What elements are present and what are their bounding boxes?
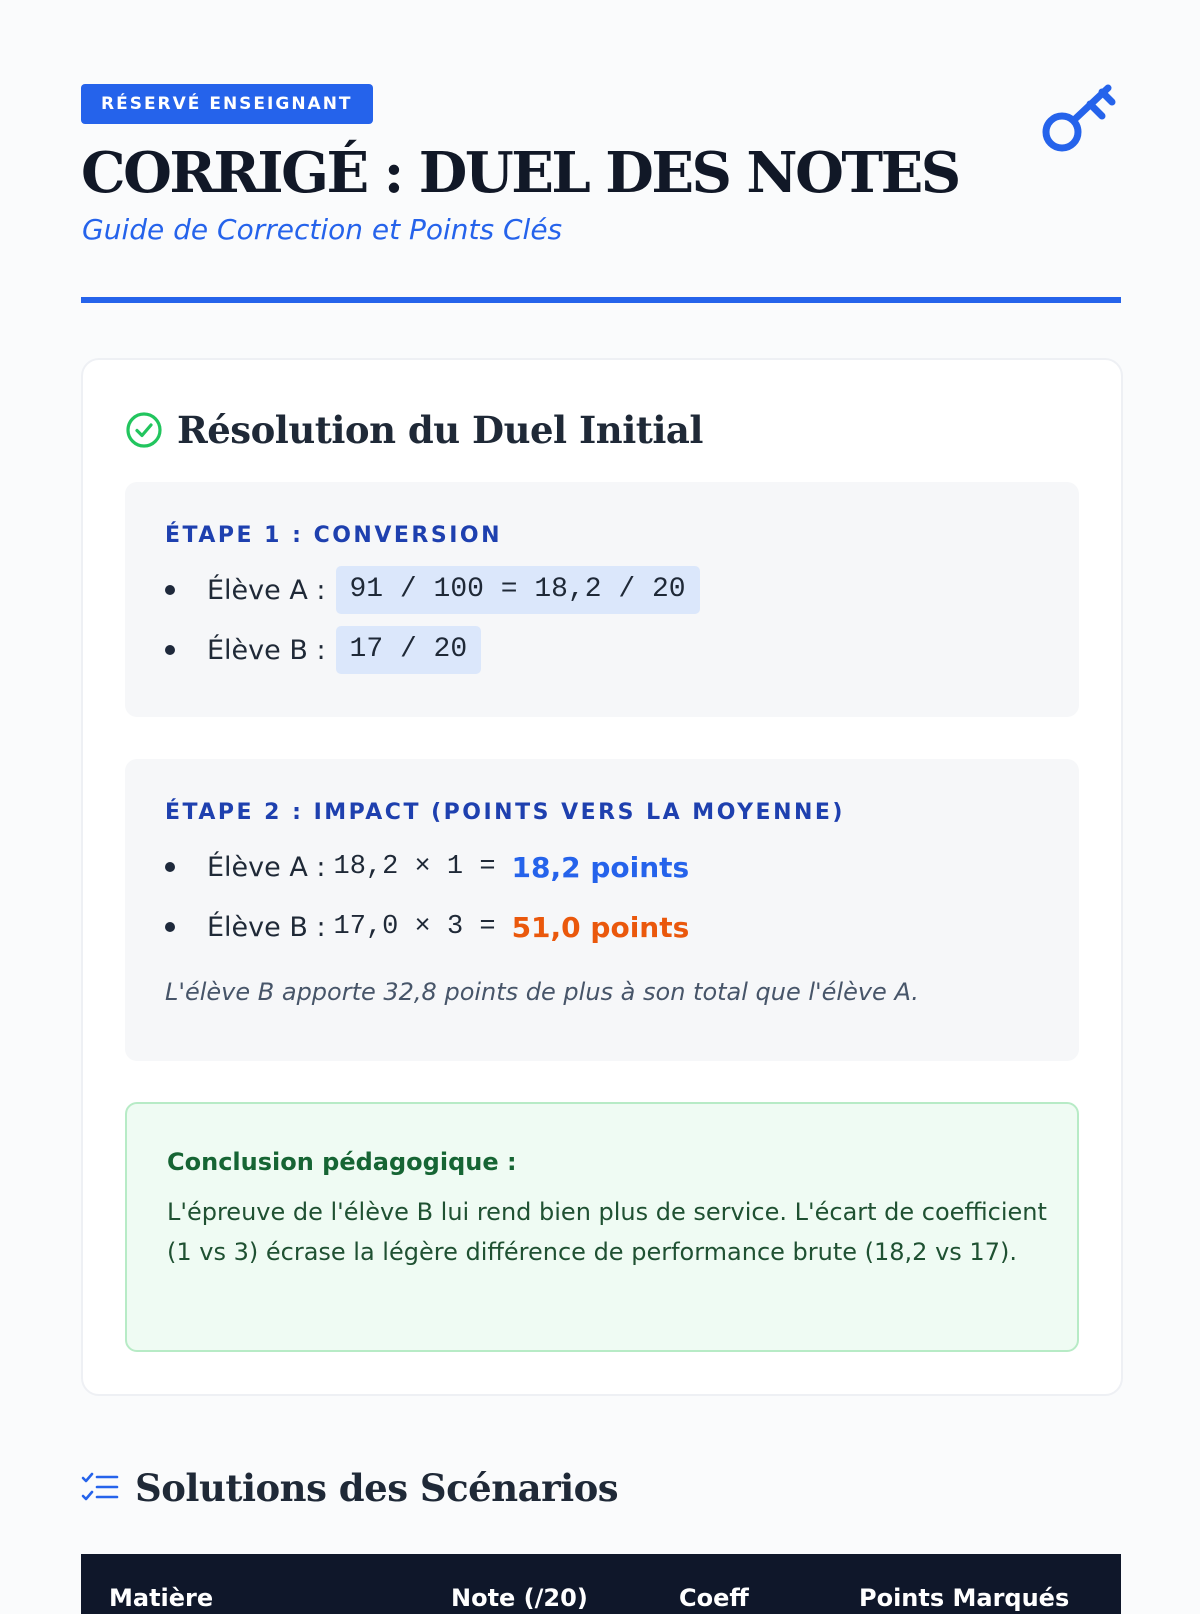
resolution-title: Résolution du Duel Initial: [177, 408, 703, 452]
column-header-grade: Note (/20): [451, 1584, 588, 1612]
conclusion-title: Conclusion pédagogique :: [167, 1148, 517, 1176]
student-a-label: Élève A :: [207, 851, 326, 883]
page-title: CORRIGÉ : DUEL DES NOTES: [81, 140, 959, 206]
conclusion-text: L'épreuve de l'élève B lui rend bien plus de service. L'écart de coefficient (1 vs 3) écrase la légère différence de performance brute (18,2 vs 17).: [167, 1198, 1047, 1266]
key-icon: [1042, 82, 1120, 154]
bullet: [165, 645, 175, 655]
student-a-conversion: 91 / 100 = 18,2 / 20: [336, 566, 700, 614]
step-1-panel: [125, 482, 1079, 717]
step-2-item-student-a: [165, 842, 689, 892]
step-2-note: L'élève B apporte 32,8 points de plus à son total que l'élève A.: [165, 978, 919, 1006]
column-header-points: Points Marqués: [859, 1584, 1070, 1612]
scenarios-table-header: [81, 1554, 1121, 1614]
teacher-only-badge: RÉSERVÉ ENSEIGNANT: [81, 84, 373, 124]
checklist-icon: [81, 1471, 119, 1505]
step-2-item-student-b: [165, 902, 689, 952]
conclusion-box: [125, 1102, 1079, 1352]
check-circle-icon: [125, 411, 163, 449]
student-b-result: 51,0 points: [511, 910, 690, 944]
bullet: [165, 585, 175, 595]
step-1-label: ÉTAPE 1 : CONVERSION: [165, 523, 502, 548]
header-divider: [81, 297, 1121, 303]
step-1-item-student-b: [165, 625, 481, 675]
step-1-item-student-a: [165, 565, 700, 615]
bullet: [165, 862, 175, 872]
resolution-card: [81, 358, 1123, 1396]
scenarios-title: Solutions des Scénarios: [135, 1466, 619, 1510]
student-b-formula: 17,0 × 3 =: [333, 912, 496, 942]
student-a-formula: 18,2 × 1 =: [333, 852, 496, 882]
student-b-conversion: 17 / 20: [336, 626, 482, 674]
student-a-result: 18,2 points: [511, 850, 690, 884]
resolution-heading: [125, 408, 703, 452]
step-2-label: ÉTAPE 2 : IMPACT (POINTS VERS LA MOYENNE): [165, 800, 845, 825]
step-2-panel: [125, 759, 1079, 1061]
student-b-label: Élève B :: [207, 911, 326, 943]
student-a-label: Élève A :: [207, 574, 326, 606]
bullet: [165, 922, 175, 932]
page-subtitle: Guide de Correction et Points Clés: [82, 213, 563, 246]
scenarios-heading: [81, 1466, 618, 1510]
column-header-coeff: Coeff: [679, 1584, 749, 1612]
student-b-label: Élève B :: [207, 634, 326, 666]
column-header-subject: Matière: [109, 1584, 214, 1612]
